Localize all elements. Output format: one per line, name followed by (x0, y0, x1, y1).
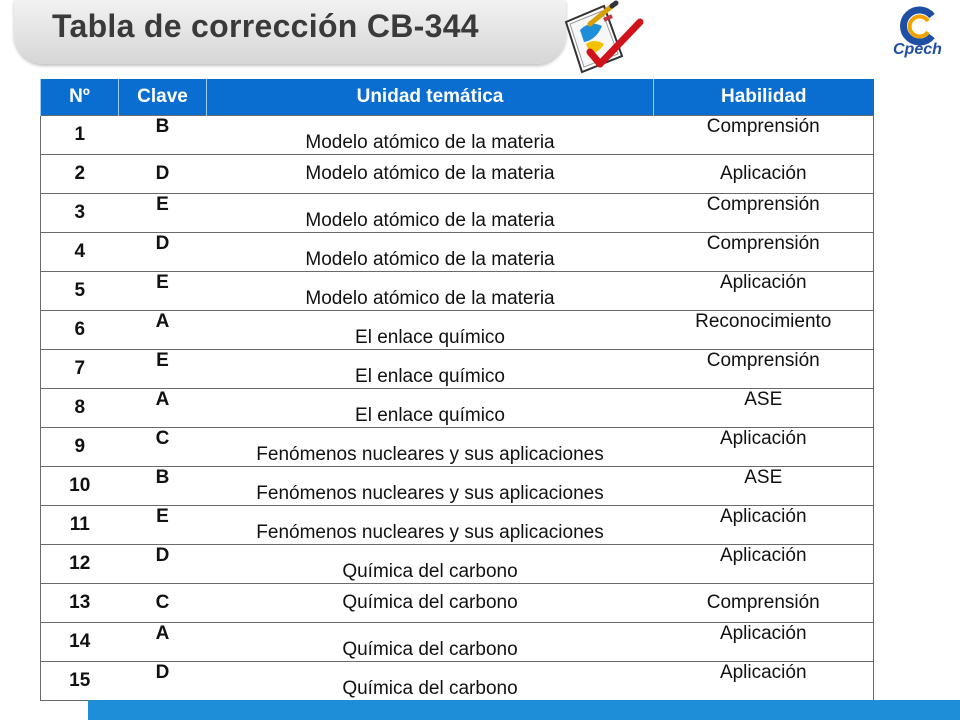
table-row (41, 545, 874, 584)
row-num: 1 (41, 116, 119, 155)
row-habilidad: ASE (654, 467, 874, 506)
row-habilidad: Comprensión (654, 116, 874, 155)
table-row (41, 428, 874, 467)
row-unidad: Fenómenos nucleares y sus aplicaciones (207, 506, 654, 545)
row-clave: A (119, 389, 207, 428)
row-num: 5 (41, 272, 119, 311)
row-num: 3 (41, 194, 119, 233)
row-clave: C (119, 584, 207, 623)
row-clave: B (119, 116, 207, 155)
row-unidad: El enlace químico (207, 389, 654, 428)
row-clave: E (119, 350, 207, 389)
row-habilidad: Reconocimiento (654, 311, 874, 350)
row-unidad: Modelo atómico de la materia (207, 272, 654, 311)
table-row (41, 155, 874, 194)
row-clave: B (119, 467, 207, 506)
row-num: 15 (41, 662, 119, 701)
row-habilidad: Aplicación (654, 155, 874, 194)
title-band (14, 0, 566, 64)
row-unidad: Química del carbono (207, 545, 654, 584)
correction-table (40, 79, 874, 701)
row-habilidad: Comprensión (654, 233, 874, 272)
row-clave: E (119, 272, 207, 311)
table-row (41, 467, 874, 506)
row-clave: D (119, 155, 207, 194)
table-row (41, 662, 874, 701)
table-header-row (41, 79, 874, 116)
table-row (41, 311, 874, 350)
header-habilidad: Habilidad (654, 79, 874, 116)
row-num: 8 (41, 389, 119, 428)
row-habilidad: Aplicación (654, 623, 874, 662)
table-row (41, 233, 874, 272)
header-unidad: Unidad temática (207, 79, 654, 116)
row-unidad: Modelo atómico de la materia (207, 116, 654, 155)
row-unidad: Fenómenos nucleares y sus aplicaciones (207, 428, 654, 467)
row-clave: E (119, 194, 207, 233)
row-unidad: Modelo atómico de la materia (207, 233, 654, 272)
page-title: Tabla de corrección CB-344 (52, 8, 479, 44)
row-num: 7 (41, 350, 119, 389)
row-clave: E (119, 506, 207, 545)
row-clave: A (119, 623, 207, 662)
row-unidad: Química del carbono (207, 623, 654, 662)
row-habilidad: Aplicación (654, 662, 874, 701)
row-unidad: Química del carbono (207, 662, 654, 701)
row-habilidad: Comprensión (654, 194, 874, 233)
clipboard-check-icon (560, 0, 650, 76)
table-row (41, 506, 874, 545)
row-habilidad: Aplicación (654, 506, 874, 545)
footer-bar (88, 700, 960, 720)
table-row (41, 389, 874, 428)
row-habilidad: Comprensión (654, 350, 874, 389)
row-habilidad: Comprensión (654, 584, 874, 623)
row-unidad: El enlace químico (207, 350, 654, 389)
row-unidad: Modelo atómico de la materia (207, 194, 654, 233)
table-row (41, 194, 874, 233)
row-num: 10 (41, 467, 119, 506)
row-unidad: Modelo atómico de la materia (207, 155, 654, 194)
row-unidad: Química del carbono (207, 584, 654, 623)
row-clave: D (119, 233, 207, 272)
table-row (41, 584, 874, 623)
table-row (41, 116, 874, 155)
row-clave: A (119, 311, 207, 350)
row-habilidad: Aplicación (654, 545, 874, 584)
row-clave: D (119, 545, 207, 584)
row-habilidad: Aplicación (654, 428, 874, 467)
row-num: 4 (41, 233, 119, 272)
row-num: 2 (41, 155, 119, 194)
row-num: 6 (41, 311, 119, 350)
row-habilidad: ASE (654, 389, 874, 428)
row-unidad: Fenómenos nucleares y sus aplicaciones (207, 467, 654, 506)
header-num: Nº (41, 79, 119, 116)
table-row (41, 623, 874, 662)
row-num: 9 (41, 428, 119, 467)
row-unidad: El enlace químico (207, 311, 654, 350)
row-habilidad: Aplicación (654, 272, 874, 311)
row-num: 14 (41, 623, 119, 662)
row-num: 13 (41, 584, 119, 623)
row-num: 12 (41, 545, 119, 584)
row-clave: C (119, 428, 207, 467)
row-num: 11 (41, 506, 119, 545)
row-clave: D (119, 662, 207, 701)
table-row (41, 350, 874, 389)
table-row (41, 272, 874, 311)
logo-wordmark: Cpech (893, 41, 942, 58)
header-clave: Clave (119, 79, 207, 116)
